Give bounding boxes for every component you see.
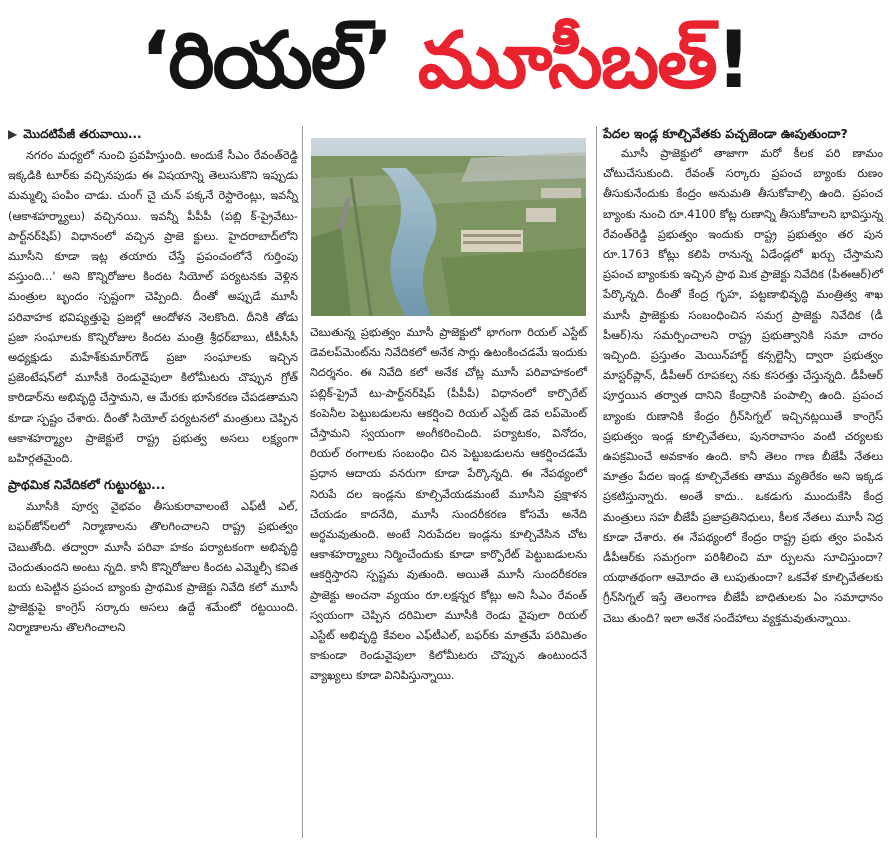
column-three-heading: పేదల ఇండ్ల కూల్చివేతకు పచ్చజెండా ఊపుతుందా? (603, 126, 848, 141)
column-three-paragraph: మూసీ ప్రాజెక్టులో తాజాగా మరో కీలక పరి ణామం చోటుచేసుకుంది. రేవంత్ సర్కారు ప్రపంచ బ్యాంకు రుణం తీసుకునేందుకు కేంద్రం అనుమతి తీసుకోవాల్సి ఉంది. ప్రపంచ బ్యాంకు నుంచి రూ.4100 కోట్ల రుణాన్ని తీసుకోవాలని భావిస్తున్న రేవంత్‌రెడ్డి ప్రభుత్వం ఇందుకు రాష్ట్ర ప్రభుత్వం తర పున రూ.1763 కోట్లు కలిపి రానున్న ఏడేండ్లలో ఖర్చు చేస్తామని ప్రపంచ బ్యాంకుకు ఇచ్చిన ప్రాథ మిక ప్రాజెక్టు నివేదిక (పీఈఆర్)లో పేర్కొన్నది. దీంతో కేంద్ర గృహ, పట్టణాభివృద్ధి మంత్రిత్వ శాఖ మూసీ ప్రాజెక్టుకు సంబంధించిన సమగ్ర ప్రాజెక్టు నివేదిక (డీ పీఆర్)ను సమర్పించాలని రాష్ట్ర ప్రభుత్వానికి సమా చారం ఇచ్చింది. ప్రస్తుతం మెయిన్‌హార్ట్ కన్సల్టెన్సీ ద్వారా ప్రభుత్వం మాస్టర్‌ప్లాన్, డీపీఆర్ రూపకల్ప నకు కసరత్తు చేస్తున్నది. డీపీఆర్ పూర్తయిన తర్వాత దానిని కేంద్రానికి పంపాల్సి ఉంది. ప్రపంచ బ్యాంకు రుణానికి కేంద్రం గ్రీన్‌సిగ్నల్ ఇచ్చినట్లయితే కాంగ్రెస్ ప్రభుత్వం ఇండ్ల కూల్చివేతలు, పునరావాసం వంటి చర్యలకు ఉపక్రమించే అవకాశం ఉంది. కానీ తెలం గాణ బీజేపీ నేతలు మాత్రం పేదల ఇండ్ల కూల్చివేతకు తాము వ్యతిరేకం అని ఇక్కడ ప్రకటిస్తున్నారు. అంతే కాదు.. ఒకడుగు ముందుకేసి కేంద్ర మంత్రులు సహ బీజేపీ ప్రజాప్రతినిధులు, కీలక నేతలు మూసీ నిద్ర కూడా చేశారు. ఈ నేపథ్యంలో కేంద్రం రాష్ట్ర ప్రభు త్వం పంపిన డీపీఆర్‌కు సమగ్రంగా పరిశీలించి మా ర్పులను సూచిస్తుందా? యథాతథంగా ఆమోదం తె లుపుతుందా? ఒకవేళ కూల్చివేతలకు గ్రీన్‌సిగ్నల్ ఇస్తే తెలంగాణ బీజేపీ బాధితులకు ఏం సమాధానం చెబు తుంది? ఇలా అనేక సందేహాలు వ్యక్తమవుతున్నాయి. (603, 147, 883, 625)
aerial-river-photo (311, 138, 586, 316)
column-divider-left (302, 126, 303, 838)
headline-part-two: మూసీబత్ (417, 16, 716, 106)
headline-part-one: ‘రియల్’ (140, 16, 392, 106)
column-one (8, 116, 298, 639)
headline (0, 0, 890, 122)
column-one-paragraph-one: నగరం మధ్యలో నుంచి ప్రవహిస్తుంది. అందుకే సీఎం రేవంత్‌రెడ్డి ఇక్కడికి టూర్‌కు వచ్చినపుడు ఈ విషయాన్ని తెలుసుకొని ఇప్పుడు మమ్మల్ని పంపిం చాడు. చుంగ్ చై చున్ పక్కనే రెస్టారెంట్లు, ఇవన్నీ (ఆకాశహర్మ్యాలు) వచ్చినయి. ఇవన్నీ పీపీపీ (పబ్లి క్-ప్రైవేటు-పార్ట్‌నర్‌షిప్) విధానంలో వచ్చిన ప్రాజె క్టులు. హైదరాబాద్‌లోని మూసీని కూడా ఇట్ల తయారు చేస్తే ప్రపంచంలోనే గుర్తింపు వస్తుంది...' అని కొన్నిరోజుల కిందట సియోల్ పర్యటనకు వెళ్లిన మంత్రుల బృందం స్పష్టంగా చెప్పింది. దీంతో అప్పుడే మూసీ పరివాహక భవిష్యత్తుపై ప్రజల్లో ఆందోళన నెలకొంది. దీనికి తోడు ప్రజా సంఘాలకు కొన్నిరోజుల కిందట మంత్రి శ్రీధర్‌బాబు, టీపీసీసీ అధ్యక్షుడు మహేశ్‌కుమార్‌గౌడ్ ప్రజా సంఘాలకు ఇచ్చిన ప్రజెంటేషన్‌లో మూసీకి రెండువైపులా కిలోమీటరు చొప్పున గ్రోత్ కారిడార్‌ను అభివృద్ధి చేస్తామని, ఆ మేరకు భూసేకరణ చేపడతామని కూడా స్పష్టం చేశారు. దీంతో సియోల్ పర్యటనలో మంత్రులు చెప్పిన ఆకాశహర్మ్యాల ప్రాజెక్టులే రాష్ట్ర ప్రభుత్వ అసలు లక్ష్యంగా బహిర్గతమైంది. (8, 149, 298, 466)
column-two (310, 323, 587, 687)
continued-kicker (8, 122, 298, 146)
column-divider-right (596, 126, 597, 838)
headline-exclamation: ! (715, 16, 750, 106)
column-one-paragraph-two: మూసీకి పూర్వ వైభవం తీసుకురావాలంటే ఎఫ్‌టీ ఎల్, బఫర్‌జోన్‌లలో నిర్మాణాలను తొలగించాలని రాష్ట్ర ప్రభుత్వం చెబుతోంది. తద్వారా మూసీ పరివా హకం పర్యాటకంగా అభివృద్ధి చెందుతుందని అంటు న్నది. కానీ కొన్నిరోజుల కిందట ఎమ్మెల్సీ కవిత బయ టపెట్టిన ప్రపంచ బ్యాంకు ప్రాథమిక ప్రాజెక్టు నివేది కలో మూసీ ప్రాజెక్టుపై కాంగ్రెస్ సర్కారు అసలు ఉద్దే శమేంటో రట్టయింది. నిర్మాణాలను తొలగించాలని (8, 500, 298, 635)
column-one-subheading: ప్రాథమిక నివేదికలో గుట్టురట్టు... (8, 477, 166, 493)
column-three (603, 116, 883, 629)
column-two-paragraph: చెబుతున్న ప్రభుత్వం మూసీ ప్రాజెక్టులో భాగంగా రియల్ ఎస్టేట్ డెవలప్‌మెంట్‌ను నివేదికలో అనేక సార్లు ఉటంకించడమే ఇందుకు నిదర్శనం. ఈ నివేది కలో అనేక చోట్ల మూసీ పరివాహకంలో పబ్లిక్-ప్రైవే టు-పార్ట్‌నర్‌షిప్ (పీపీపీ) విధానంలో కార్పొరేట్ కంపెనీల పెట్టుబడులను ఆకర్షించి రియల్ ఎస్టేట్ డెవ లప్‌మెంట్ చేస్తామని స్వయంగా అంగీకరించింది. పర్యాటకం, వినోదం, రియల్ రంగాలకు సంబంధిం చిన పెట్టుబడులను ఆకర్షించడమే ప్రధాన ఆదాయ వనరుగా కూడా పేర్కొన్నది. ఈ నేపథ్యంలో నిరుపే దల ఇండ్లను కూల్చివేయడమంటే మూసీని ప్రక్షాళన చేయడం కాదనేది, మూసీ సుందరీకరణ కోసమే అనేది అర్థమవుతుంది. అంటే నిరుపేదల ఇండ్లను కూల్చివేసిన చోట ఆకాశహర్మ్యాలు నిర్మించేందుకు కూడా కార్పొరేట్ పెట్టుబడులను ఆకర్షిస్తారని స్పష్టమ వుతుంది. అయితే మూసీ సుందరీకరణ ప్రాజెక్టు అంచనా వ్యయం రూ.లక్షన్నర కోట్లు అని సీఎం రేవంత్ స్వయంగా చెప్పిన దరిమిలా మూసీకి రెండు వైపులా రియల్ ఎస్టేట్ అభివృద్ధి కేవలం ఎఫ్‌టీఎల్, బఫర్‌కు మాత్రమే పరిమితం కాకుండా రెండువైపులా కిలోమీటరు చొప్పున ఉంటుందనే వ్యాఖ్యలు కూడా వినిపిస్తున్నాయి. (310, 326, 587, 683)
play-arrow-icon: ▶ (8, 126, 18, 141)
kicker-text: మొదటిపేజీ తరువాయి... (23, 126, 142, 141)
